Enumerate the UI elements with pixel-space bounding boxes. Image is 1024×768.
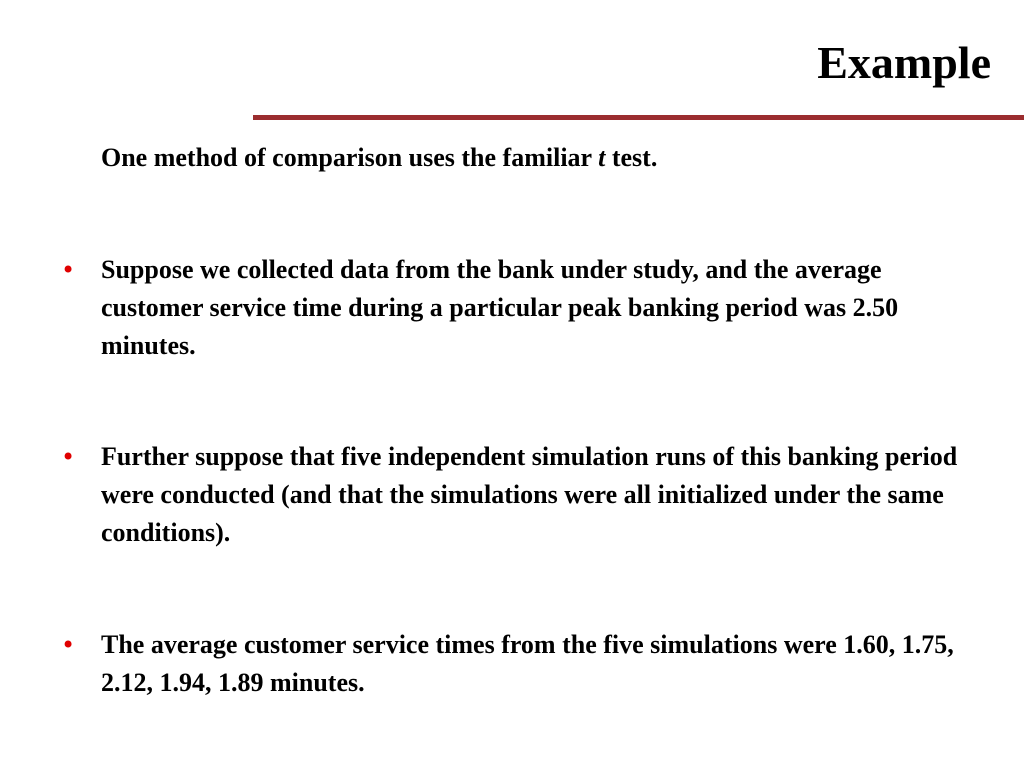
bullet-text-2: Further suppose that five independent simulation runs of this banking period were conducted (and that the simulations were all initialized under the same conditions).	[101, 442, 958, 547]
bullet-text-3: The average customer service times from the five simulations were 1.60, 1.75, 2.12, 1.94, 1.89 minutes.	[101, 630, 954, 697]
intro-text-before: One method of comparison uses the familiar	[101, 143, 599, 172]
intro-text-after: test.	[605, 143, 658, 172]
title-divider-rule	[253, 115, 1024, 120]
intro-paragraph	[101, 139, 981, 177]
slide-title: Example	[817, 37, 991, 88]
bullet-dot-icon: •	[61, 443, 76, 471]
bullet-text-1: Suppose we collected data from the bank under study, and the average customer service time during a particular peak banking period was 2.50 minutes.	[101, 255, 899, 360]
intro-italic-t: t	[598, 143, 606, 172]
bullet-dot-icon: •	[61, 631, 76, 659]
bullet-dot-icon: •	[61, 256, 76, 284]
